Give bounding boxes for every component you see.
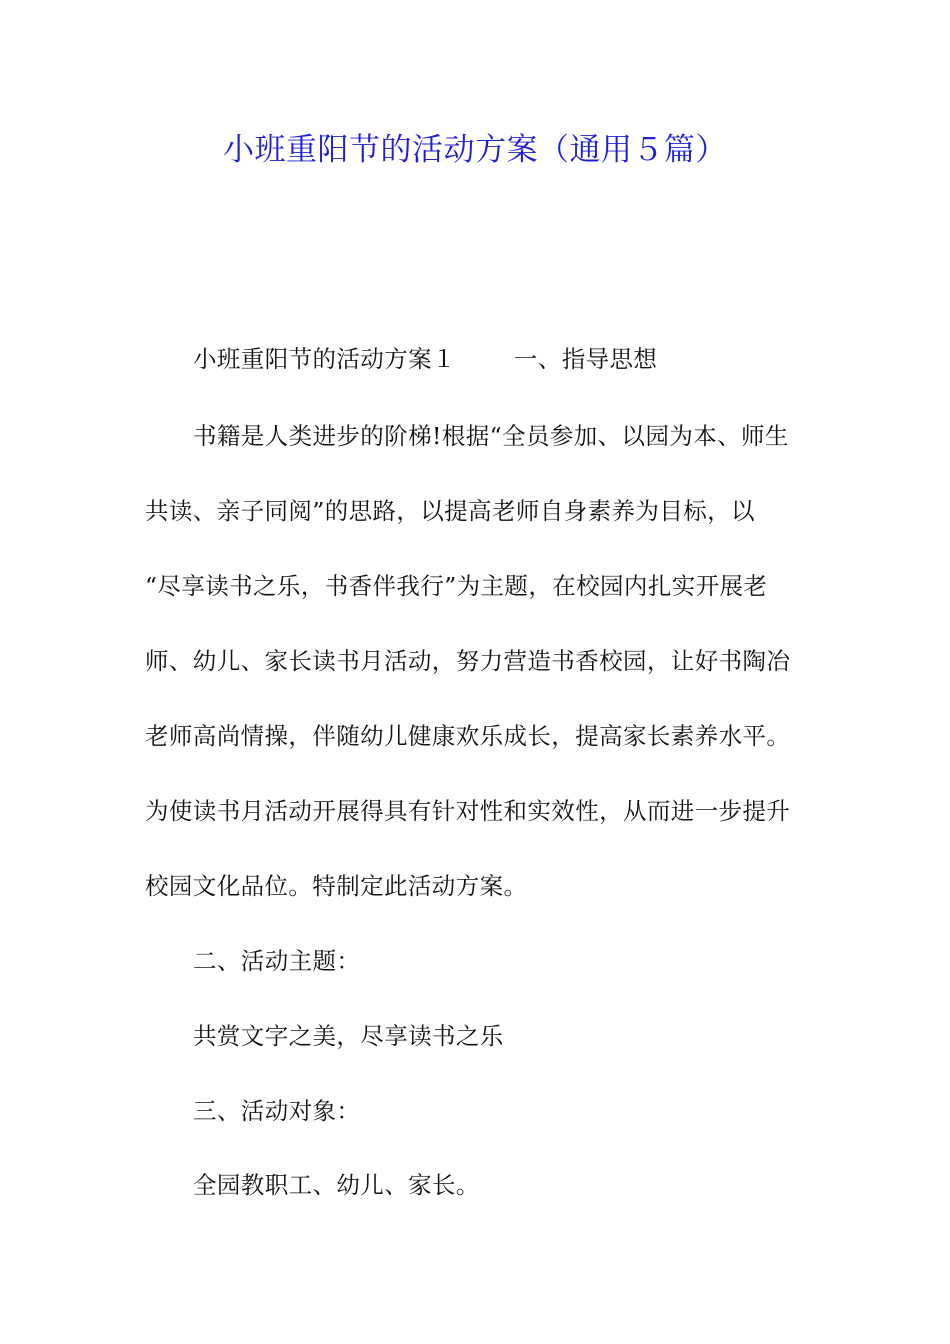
paragraph-line: “尽享读书之乐，书香伴我行”为主题，在校园内扎实开展老: [145, 572, 768, 600]
section1-heading: 一、指导思想: [513, 345, 658, 373]
paragraph-line: 老师高尚情操，伴随幼儿健康欢乐成长，提高家长素养水平。: [145, 722, 791, 750]
paragraph-line: 为使读书月活动开展得具有针对性和实效性，从而进一步提升: [145, 797, 791, 825]
section2-text: 共赏文字之美，尽享读书之乐: [193, 1022, 504, 1050]
section1-heading-line: [193, 342, 657, 376]
subtitle-heading: 小班重阳节的活动方案１: [193, 345, 456, 373]
document-title: 小班重阳节的活动方案（通用５篇）: [223, 132, 727, 168]
paragraph-line: 师、幼儿、家长读书月活动，努力营造书香校园，让好书陶冶: [145, 647, 791, 675]
section3-text: 全园教职工、幼儿、家长。: [193, 1171, 480, 1199]
paragraph-line: 书籍是人类进步的阶梯!根据“全员参加、以园为本、师生: [193, 422, 789, 450]
section3-heading: 三、活动对象：: [193, 1097, 361, 1125]
paragraph-line: 校园文化品位。特制定此活动方案。: [145, 872, 528, 900]
section2-heading: 二、活动主题：: [193, 947, 361, 975]
paragraph-line: 共读、亲子同阅”的思路，以提高老师自身素养为目标，以: [145, 497, 755, 525]
